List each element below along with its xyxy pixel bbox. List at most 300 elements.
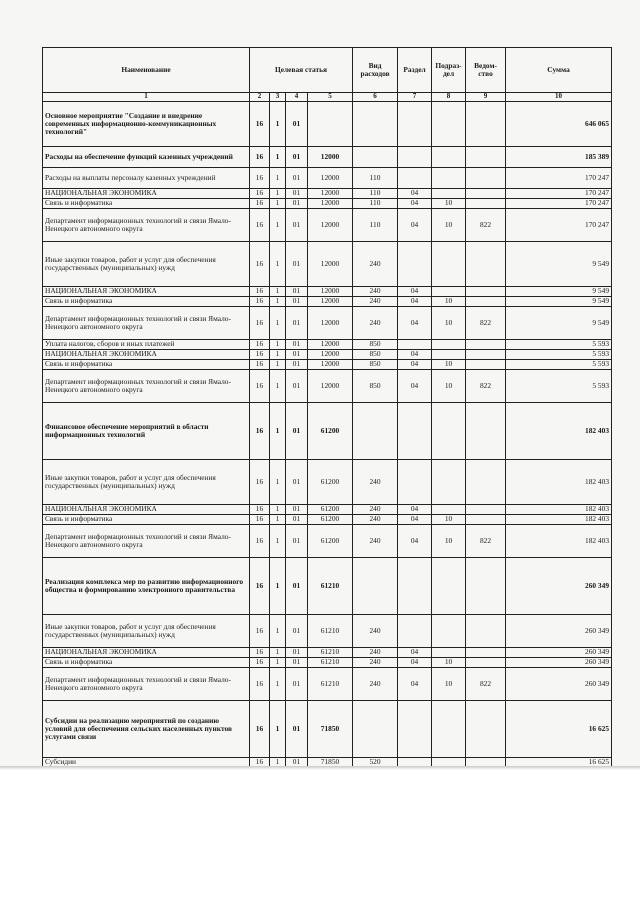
target-article-subprogram: 1	[270, 460, 286, 505]
target-article-subprogram: 1	[270, 242, 286, 287]
table-row	[43, 370, 612, 403]
target-article-direction: 61200	[308, 403, 353, 460]
column-number: 8	[432, 93, 466, 102]
department-cell	[466, 340, 506, 350]
target-article-program: 16	[250, 189, 270, 199]
department-cell	[466, 505, 506, 515]
target-article-program: 16	[250, 168, 270, 189]
department-cell	[466, 701, 506, 758]
sum-cell: 16 625	[506, 758, 612, 768]
target-article-event: 01	[286, 102, 308, 147]
sum-cell: 182 403	[506, 505, 612, 515]
table-row	[43, 558, 612, 615]
target-article-direction: 61210	[308, 615, 353, 648]
target-article-direction: 12000	[308, 168, 353, 189]
target-article-program: 16	[250, 558, 270, 615]
target-article-event: 01	[286, 242, 308, 287]
expense-type-cell: 240	[353, 242, 398, 287]
target-article-event: 01	[286, 515, 308, 525]
target-article-event: 01	[286, 168, 308, 189]
column-number: 6	[353, 93, 398, 102]
column-number: 3	[270, 93, 286, 102]
table-row	[43, 242, 612, 287]
target-article-program: 16	[250, 307, 270, 340]
row-name: НАЦИОНАЛЬНАЯ ЭКОНОМИКА	[43, 648, 250, 658]
target-article-subprogram: 1	[270, 168, 286, 189]
department-cell: 822	[466, 370, 506, 403]
row-name: Субсидии на реализацию мероприятий по созданию условий для обеспечения сельских населенных пунктов услугами связи	[43, 701, 250, 758]
target-article-event: 01	[286, 403, 308, 460]
subsection-cell: 10	[432, 297, 466, 307]
row-name: Основное мероприятие "Создание и внедрение современных информационно-коммуникационных технологий"	[43, 102, 250, 147]
expense-type-cell: 240	[353, 460, 398, 505]
target-article-event: 01	[286, 615, 308, 648]
target-article-subprogram: 1	[270, 297, 286, 307]
row-name: Связь и информатика	[43, 297, 250, 307]
header-department: Ведом-ство	[466, 48, 506, 93]
section-cell: 04	[398, 515, 432, 525]
target-article-direction: 12000	[308, 297, 353, 307]
table-row	[43, 615, 612, 648]
target-article-event: 01	[286, 505, 308, 515]
target-article-event: 01	[286, 460, 308, 505]
target-article-subprogram: 1	[270, 525, 286, 558]
target-article-program: 16	[250, 360, 270, 370]
department-cell: 822	[466, 668, 506, 701]
subsection-cell	[432, 287, 466, 297]
target-article-event: 01	[286, 370, 308, 403]
section-cell: 04	[398, 350, 432, 360]
sum-cell: 170 247	[506, 189, 612, 199]
sum-cell: 170 247	[506, 168, 612, 189]
target-article-subprogram: 1	[270, 615, 286, 648]
expense-type-cell: 850	[353, 370, 398, 403]
department-cell	[466, 297, 506, 307]
target-article-event: 01	[286, 525, 308, 558]
section-cell: 04	[398, 370, 432, 403]
target-article-subprogram: 1	[270, 307, 286, 340]
department-cell	[466, 189, 506, 199]
row-name: Связь и информатика	[43, 360, 250, 370]
department-cell	[466, 199, 506, 209]
row-name: Субсидии	[43, 758, 250, 768]
subsection-cell	[432, 615, 466, 648]
expense-type-cell: 110	[353, 209, 398, 242]
row-name: Иные закупки товаров, работ и услуг для обеспечения государственных (муниципальных) нужд	[43, 460, 250, 505]
header-section: Раздел	[398, 48, 432, 93]
target-article-program: 16	[250, 242, 270, 287]
target-article-program: 16	[250, 199, 270, 209]
section-cell: 04	[398, 505, 432, 515]
expense-type-cell: 110	[353, 199, 398, 209]
target-article-event: 01	[286, 147, 308, 168]
row-name: НАЦИОНАЛЬНАЯ ЭКОНОМИКА	[43, 350, 250, 360]
target-article-subprogram: 1	[270, 403, 286, 460]
section-cell	[398, 340, 432, 350]
row-name: Иные закупки товаров, работ и услуг для обеспечения государственных (муниципальных) нужд	[43, 242, 250, 287]
subsection-cell: 10	[432, 370, 466, 403]
table-row	[43, 189, 612, 199]
column-number-row	[43, 93, 612, 102]
target-article-event: 01	[286, 658, 308, 668]
section-cell: 04	[398, 189, 432, 199]
section-cell: 04	[398, 658, 432, 668]
target-article-program: 16	[250, 658, 270, 668]
target-article-event: 01	[286, 199, 308, 209]
table-row	[43, 648, 612, 658]
target-article-subprogram: 1	[270, 668, 286, 701]
target-article-direction: 12000	[308, 360, 353, 370]
subsection-cell	[432, 242, 466, 287]
section-cell	[398, 403, 432, 460]
subsection-cell	[432, 350, 466, 360]
section-cell	[398, 701, 432, 758]
row-name: Связь и информатика	[43, 515, 250, 525]
table-row	[43, 460, 612, 505]
target-article-event: 01	[286, 209, 308, 242]
sum-cell: 182 403	[506, 460, 612, 505]
target-article-event: 01	[286, 340, 308, 350]
target-article-subprogram: 1	[270, 558, 286, 615]
target-article-program: 16	[250, 460, 270, 505]
target-article-event: 01	[286, 558, 308, 615]
row-name: Департамент информационных технологий и связи Ямало-Ненецкого автономного округа	[43, 209, 250, 242]
target-article-event: 01	[286, 668, 308, 701]
target-article-direction: 61200	[308, 505, 353, 515]
subsection-cell	[432, 102, 466, 147]
department-cell	[466, 242, 506, 287]
target-article-subprogram: 1	[270, 102, 286, 147]
section-cell: 04	[398, 360, 432, 370]
section-cell: 04	[398, 199, 432, 209]
section-cell	[398, 147, 432, 168]
department-cell	[466, 287, 506, 297]
table-row	[43, 515, 612, 525]
header-expense-type: Вид расходов	[353, 48, 398, 93]
sum-cell: 260 349	[506, 668, 612, 701]
target-article-direction: 12000	[308, 209, 353, 242]
target-article-program: 16	[250, 515, 270, 525]
target-article-direction: 61210	[308, 558, 353, 615]
target-article-direction: 61200	[308, 515, 353, 525]
department-cell	[466, 102, 506, 147]
target-article-program: 16	[250, 648, 270, 658]
target-article-subprogram: 1	[270, 648, 286, 658]
target-article-subprogram: 1	[270, 658, 286, 668]
expense-type-cell: 240	[353, 505, 398, 515]
expense-type-cell: 240	[353, 307, 398, 340]
section-cell	[398, 242, 432, 287]
department-cell: 822	[466, 307, 506, 340]
department-cell	[466, 558, 506, 615]
target-article-program: 16	[250, 147, 270, 168]
expense-type-cell	[353, 102, 398, 147]
expense-type-cell	[353, 701, 398, 758]
table-row	[43, 360, 612, 370]
subsection-cell	[432, 558, 466, 615]
row-name: Иные закупки товаров, работ и услуг для обеспечения государственных (муниципальных) нужд	[43, 615, 250, 648]
expense-type-cell: 110	[353, 168, 398, 189]
sum-cell: 9 549	[506, 242, 612, 287]
section-cell	[398, 102, 432, 147]
subsection-cell: 10	[432, 658, 466, 668]
section-cell: 04	[398, 209, 432, 242]
subsection-cell	[432, 701, 466, 758]
sum-cell: 260 349	[506, 558, 612, 615]
department-cell	[466, 147, 506, 168]
table-row	[43, 147, 612, 168]
sum-cell: 185 389	[506, 147, 612, 168]
expense-type-cell: 850	[353, 360, 398, 370]
subsection-cell	[432, 189, 466, 199]
expense-type-cell	[353, 147, 398, 168]
section-cell	[398, 168, 432, 189]
sum-cell: 182 403	[506, 515, 612, 525]
target-article-program: 16	[250, 350, 270, 360]
sum-cell: 182 403	[506, 525, 612, 558]
sum-cell: 5 593	[506, 360, 612, 370]
section-cell: 04	[398, 307, 432, 340]
row-name: Департамент информационных технологий и связи Ямало-Ненецкого автономного округа	[43, 525, 250, 558]
target-article-subprogram: 1	[270, 340, 286, 350]
target-article-direction: 12000	[308, 307, 353, 340]
target-article-direction: 61210	[308, 648, 353, 658]
row-name: НАЦИОНАЛЬНАЯ ЭКОНОМИКА	[43, 505, 250, 515]
subsection-cell	[432, 147, 466, 168]
target-article-program: 16	[250, 505, 270, 515]
column-number: 7	[398, 93, 432, 102]
expense-type-cell: 240	[353, 297, 398, 307]
target-article-direction: 12000	[308, 370, 353, 403]
section-cell: 04	[398, 648, 432, 658]
section-cell: 04	[398, 525, 432, 558]
sum-cell: 9 549	[506, 297, 612, 307]
target-article-program: 16	[250, 615, 270, 648]
expense-type-cell: 240	[353, 658, 398, 668]
sum-cell: 260 349	[506, 648, 612, 658]
target-article-subprogram: 1	[270, 515, 286, 525]
department-cell	[466, 350, 506, 360]
table-row	[43, 505, 612, 515]
table-row	[43, 199, 612, 209]
section-cell: 04	[398, 297, 432, 307]
expense-type-cell: 240	[353, 525, 398, 558]
target-article-direction: 12000	[308, 242, 353, 287]
table-row	[43, 658, 612, 668]
target-article-program: 16	[250, 370, 270, 403]
target-article-subprogram: 1	[270, 701, 286, 758]
department-cell	[466, 460, 506, 505]
sum-cell: 9 549	[506, 307, 612, 340]
sum-cell: 5 593	[506, 340, 612, 350]
target-article-subprogram: 1	[270, 199, 286, 209]
department-cell	[466, 615, 506, 648]
column-number: 4	[286, 93, 308, 102]
target-article-subprogram: 1	[270, 147, 286, 168]
target-article-subprogram: 1	[270, 360, 286, 370]
expense-type-cell	[353, 403, 398, 460]
page-edge	[0, 766, 640, 770]
expense-type-cell: 110	[353, 189, 398, 199]
subsection-cell: 10	[432, 668, 466, 701]
subsection-cell	[432, 505, 466, 515]
target-article-program: 16	[250, 758, 270, 768]
table-row	[43, 668, 612, 701]
expense-type-cell: 520	[353, 758, 398, 768]
expense-type-cell: 240	[353, 668, 398, 701]
row-name: Уплата налогов, сборов и иных платежей	[43, 340, 250, 350]
budget-table	[42, 47, 612, 768]
target-article-event: 01	[286, 350, 308, 360]
target-article-direction: 61200	[308, 525, 353, 558]
row-name: Расходы на обеспечение функций казенных учреждений	[43, 147, 250, 168]
section-cell	[398, 460, 432, 505]
department-cell: 822	[466, 525, 506, 558]
table-row	[43, 209, 612, 242]
department-cell	[466, 403, 506, 460]
expense-type-cell: 240	[353, 615, 398, 648]
expense-type-cell: 240	[353, 287, 398, 297]
expense-type-cell: 850	[353, 350, 398, 360]
row-name: Реализация комплекса мер по развитию информационного общества и формированию электронного правительства	[43, 558, 250, 615]
row-name: НАЦИОНАЛЬНАЯ ЭКОНОМИКА	[43, 189, 250, 199]
table-row	[43, 168, 612, 189]
target-article-event: 01	[286, 758, 308, 768]
target-article-subprogram: 1	[270, 350, 286, 360]
target-article-event: 01	[286, 189, 308, 199]
subsection-cell	[432, 403, 466, 460]
target-article-program: 16	[250, 403, 270, 460]
header-sum: Сумма	[506, 48, 612, 93]
department-cell	[466, 168, 506, 189]
target-article-program: 16	[250, 297, 270, 307]
target-article-direction: 61210	[308, 658, 353, 668]
row-name: Департамент информационных технологий и связи Ямало-Ненецкого автономного округа	[43, 370, 250, 403]
target-article-program: 16	[250, 209, 270, 242]
subsection-cell: 10	[432, 209, 466, 242]
row-name: Связь и информатика	[43, 199, 250, 209]
target-article-direction: 12000	[308, 189, 353, 199]
target-article-event: 01	[286, 297, 308, 307]
target-article-subprogram: 1	[270, 758, 286, 768]
table-row	[43, 350, 612, 360]
target-article-direction: 12000	[308, 340, 353, 350]
target-article-subprogram: 1	[270, 287, 286, 297]
sum-cell: 646 065	[506, 102, 612, 147]
header-row	[43, 48, 612, 93]
target-article-direction: 12000	[308, 147, 353, 168]
row-name: Связь и информатика	[43, 658, 250, 668]
subsection-cell	[432, 340, 466, 350]
table-row	[43, 287, 612, 297]
target-article-direction: 12000	[308, 350, 353, 360]
section-cell	[398, 558, 432, 615]
expense-type-cell: 240	[353, 648, 398, 658]
subsection-cell: 10	[432, 525, 466, 558]
subsection-cell	[432, 168, 466, 189]
target-article-subprogram: 1	[270, 370, 286, 403]
department-cell	[466, 648, 506, 658]
target-article-direction: 61200	[308, 460, 353, 505]
target-article-program: 16	[250, 525, 270, 558]
target-article-program: 16	[250, 701, 270, 758]
header-target-article: Целевая статья	[250, 48, 353, 93]
target-article-program: 16	[250, 102, 270, 147]
row-name: НАЦИОНАЛЬНАЯ ЭКОНОМИКА	[43, 287, 250, 297]
header-subsection: Подраз-дел	[432, 48, 466, 93]
section-cell	[398, 615, 432, 648]
target-article-event: 01	[286, 360, 308, 370]
department-cell	[466, 658, 506, 668]
target-article-direction: 61210	[308, 668, 353, 701]
row-name: Финансовое обеспечение мероприятий в области информационных технологий	[43, 403, 250, 460]
table-row	[43, 102, 612, 147]
target-article-event: 01	[286, 307, 308, 340]
header-name: Наименование	[43, 48, 250, 93]
subsection-cell: 10	[432, 360, 466, 370]
target-article-program: 16	[250, 340, 270, 350]
table-row	[43, 297, 612, 307]
subsection-cell	[432, 460, 466, 505]
target-article-subprogram: 1	[270, 505, 286, 515]
sum-cell: 16 625	[506, 701, 612, 758]
target-article-direction: 71850	[308, 701, 353, 758]
target-article-event: 01	[286, 287, 308, 297]
target-article-direction	[308, 102, 353, 147]
sum-cell: 9 549	[506, 287, 612, 297]
expense-type-cell	[353, 558, 398, 615]
section-cell: 04	[398, 287, 432, 297]
table-row	[43, 340, 612, 350]
row-name: Департамент информационных технологий и связи Ямало-Ненецкого автономного округа	[43, 668, 250, 701]
table-row	[43, 701, 612, 758]
table-row	[43, 307, 612, 340]
sum-cell: 5 593	[506, 350, 612, 360]
target-article-subprogram: 1	[270, 189, 286, 199]
target-article-event: 01	[286, 701, 308, 758]
subsection-cell: 10	[432, 307, 466, 340]
target-article-direction: 12000	[308, 199, 353, 209]
sum-cell: 260 349	[506, 658, 612, 668]
table-row	[43, 403, 612, 460]
sum-cell: 260 349	[506, 615, 612, 648]
row-name: Расходы на выплаты персоналу казенных учреждений	[43, 168, 250, 189]
target-article-direction: 71850	[308, 758, 353, 768]
column-number: 1	[43, 93, 250, 102]
row-name: Департамент информационных технологий и связи Ямало-Ненецкого автономного округа	[43, 307, 250, 340]
department-cell	[466, 515, 506, 525]
section-cell: 04	[398, 668, 432, 701]
table-row	[43, 525, 612, 558]
column-number: 10	[506, 93, 612, 102]
target-article-event: 01	[286, 648, 308, 658]
column-number: 2	[250, 93, 270, 102]
sum-cell: 170 247	[506, 199, 612, 209]
sum-cell: 5 593	[506, 370, 612, 403]
sum-cell: 170 247	[506, 209, 612, 242]
department-cell: 822	[466, 209, 506, 242]
target-article-direction: 12000	[308, 287, 353, 297]
target-article-program: 16	[250, 668, 270, 701]
subsection-cell: 10	[432, 515, 466, 525]
column-number: 9	[466, 93, 506, 102]
department-cell	[466, 360, 506, 370]
target-article-subprogram: 1	[270, 209, 286, 242]
sum-cell: 182 403	[506, 403, 612, 460]
expense-type-cell: 850	[353, 340, 398, 350]
expense-type-cell: 240	[353, 515, 398, 525]
column-number: 5	[308, 93, 353, 102]
